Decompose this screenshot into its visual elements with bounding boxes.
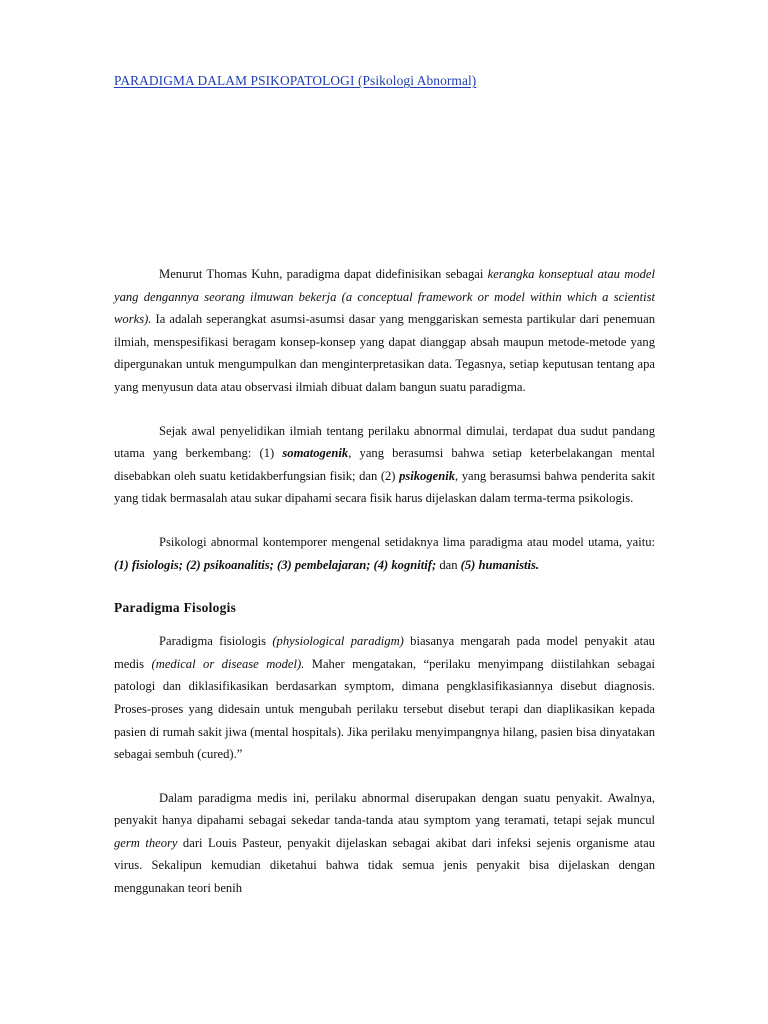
paragraph-text: Ia adalah seperangkat asumsi-asumsi dasar yang menggariskan semesta partikular dari penemuan ilmiah, menspesifikasi beragam konsep-konsep yang dapat dianggap absah maupun metode-metode yang dipergunakan untuk mengumpulkan dan menginterpretasikan data. Tegasnya, setiap keputusan tentang apa yang menyusun data atau observasi ilmiah dibuat dalam bangun suatu paradigma. xyxy=(114,312,655,394)
paragraph-emphasis: germ theory xyxy=(114,835,178,850)
paragraph-text: Maher mengatakan, “perilaku menyimpang diistilahkan sebagai patologi dan diklasifikasikan berdasarkan symptom, dimana pengklasifikasiannya disebut diagnosis. Proses-proses yang didesain untuk mengubah perilaku tersebut disebut terapi dan diaplikasikan kepada pasien di rumah sakit jiwa (mental hospitals). Jika perilaku menyimpangnya hilang, pasien bisa dinyatakan sebagai sembuh (cured).” xyxy=(114,656,655,762)
paragraph-emphasis: (physiological paradigm) xyxy=(272,634,404,649)
document-body xyxy=(114,263,655,921)
paragraph-emphasis: (medical or disease model). xyxy=(151,656,305,671)
paragraph-text: , yang berasumsi bahwa setiap keterbelakangan mental disebabkan oleh suatu ketidakberfungsian fisik; dan (2) xyxy=(114,446,655,483)
paragraph-text: Sejak awal penyelidikan ilmiah tentang perilaku abnormal dimulai, terdapat dua sudut pandang utama yang berkembang: (1) xyxy=(114,423,655,461)
paragraph-viewpoints xyxy=(114,420,655,510)
document-title: PARADIGMA DALAM PSIKOPATOLOGI (Psikologi Abnormal) xyxy=(114,73,477,88)
term-somatogenik: somatogenik xyxy=(282,446,349,461)
paragraph-five-paradigms xyxy=(114,531,655,576)
paragraph-medical-model xyxy=(114,787,655,900)
paragraph-text: Dalam paradigma medis ini, perilaku abnormal diserupakan dengan suatu penyakit. Awalnya, penyakit hanya dipahami sebagai sekedar tanda-tanda atau symptom yang teramati, tetapi sejak muncul xyxy=(114,790,655,828)
paragraph-physiological-paradigm xyxy=(114,630,655,766)
paragraph-text: dari Louis Pasteur, penyakit dijelaskan sebagai akibat dari infeksi sejenis organisme atau virus. Sekalipun kemudian diketahui bahwa tidak semua jenis penyakit bisa dijelaskan dengan menggunakan teori benih xyxy=(114,835,655,896)
paradigm-list: (1) fisiologis; (2) psikoanalitis; (3) pembelajaran; (4) kognitif; xyxy=(114,557,437,572)
section-heading-fisiologis: Paradigma Fisologis xyxy=(114,600,237,616)
paragraph-text: Menurut Thomas Kuhn, paradigma dapat didefinisikan sebagai xyxy=(159,267,488,281)
paragraph-text: Psikologi abnormal kontemporer mengenal setidaknya lima paradigma atau model utama, yaitu: xyxy=(159,534,655,549)
paragraph-text: biasanya mengarah pada model penyakit atau medis xyxy=(114,634,655,671)
paragraph-text: Paradigma fisiologis xyxy=(159,634,273,649)
paradigm-humanistis: (5) humanistis. xyxy=(460,557,540,572)
paragraph-paradigma-definition xyxy=(114,263,655,399)
paragraph-text: , yang berasumsi bahwa penderita sakit yang tidak bermasalah atau sukar dipahami secara fisik harus dijelaskan dalam terma-terma psikologis. xyxy=(114,468,655,506)
term-psikogenik: psikogenik xyxy=(399,468,456,483)
paragraph-text: dan xyxy=(436,557,461,572)
paragraph-emphasis: kerangka konseptual atau model yang dengannya seorang ilmuwan bekerja (a conceptual framework or model within which a scientist works). xyxy=(114,267,655,327)
